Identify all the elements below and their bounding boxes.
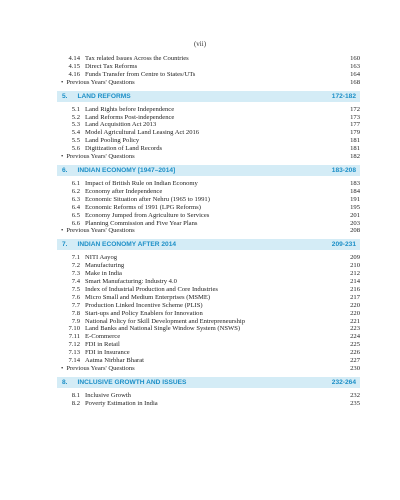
chapter-heading <box>57 377 360 388</box>
entry-title: Land Pooling Policy <box>85 137 140 145</box>
entry-title: Previous Years' Questions <box>66 153 135 161</box>
toc-entry <box>57 106 360 114</box>
entry-page: 179 <box>350 129 360 137</box>
entry-title: Tax related Issues Across the Countries <box>85 55 189 62</box>
entry-title: FDI in Retail <box>85 341 120 349</box>
entry-title: Micro Small and Medium Enterprises (MSME) <box>85 293 211 301</box>
entry-number: 7.12 <box>68 341 80 349</box>
entry-title: Model Agricultural Land Leasing Act 2016 <box>85 129 200 137</box>
toc-entry <box>57 63 360 71</box>
entry-title: Economy Jumped from Agriculture to Services <box>85 211 210 219</box>
entry-title: Land Acquisition Act 2013 <box>85 121 157 129</box>
toc-entry <box>57 188 360 196</box>
entry-page: 220 <box>350 309 360 317</box>
entry-page: 220 <box>350 301 360 309</box>
entry-page: 203 <box>350 219 360 227</box>
entry-number: • <box>61 365 64 372</box>
entry-title: Smart Manufacturing: Industry 4.0 <box>85 278 177 286</box>
entry-page: 181 <box>350 137 360 145</box>
toc-entry <box>57 196 360 204</box>
entry-number: 7.6 <box>71 293 80 301</box>
entry-page: 217 <box>350 293 360 301</box>
entry-number: 6.5 <box>71 211 80 219</box>
entry-number: 6.4 <box>71 203 80 211</box>
toc-entry <box>57 400 360 408</box>
entry-title: Direct Tax Reforms <box>85 62 138 70</box>
entry-title: NITI Aayog <box>85 254 118 262</box>
toc-entry <box>57 357 360 365</box>
toc-entry <box>57 262 360 270</box>
entry-page: 223 <box>350 325 360 333</box>
entry-page: 224 <box>350 333 360 341</box>
entry-number: 7.5 <box>71 285 80 293</box>
entry-number: 5.3 <box>71 121 80 129</box>
entry-page: 226 <box>350 349 360 357</box>
entry-page: 184 <box>350 187 360 195</box>
entry-page: 191 <box>350 195 360 203</box>
entry-number: 5.4 <box>71 129 80 137</box>
entry-number: 7.13 <box>68 349 80 357</box>
entry-page: 160 <box>350 55 360 62</box>
toc-entry <box>57 121 360 129</box>
entry-number: 7.1 <box>71 254 80 262</box>
entry-number: 7.4 <box>71 278 80 286</box>
chapter-page-range: 232-264 <box>331 378 356 386</box>
toc-entry <box>57 220 360 228</box>
entry-number: 7.9 <box>71 317 80 325</box>
entry-number: 6.2 <box>71 187 80 195</box>
toc-entry <box>57 114 360 122</box>
entry-number: 8.2 <box>71 399 80 407</box>
entry-page: 210 <box>350 262 360 270</box>
toc-entry <box>57 254 360 262</box>
toc-entry <box>57 278 360 286</box>
toc-entry <box>57 129 360 137</box>
toc-entry <box>57 325 360 333</box>
toc-entry <box>57 227 360 235</box>
toc-entry <box>57 310 360 318</box>
chapter-title: LAND REFORMS <box>77 92 131 100</box>
entry-page: 227 <box>350 357 360 365</box>
toc-entry <box>57 392 360 400</box>
entry-number: 7.11 <box>68 333 80 341</box>
entry-page: 177 <box>350 121 360 129</box>
entry-page: 168 <box>350 78 360 86</box>
page-number: (vii) <box>193 40 207 48</box>
chapter-number: 5. <box>62 92 68 100</box>
toc-entry <box>57 333 360 341</box>
entry-number: 5.5 <box>71 137 80 145</box>
toc-entry <box>57 270 360 278</box>
entry-page: 163 <box>350 62 360 70</box>
entry-title: National Policy for Skill Development and Entrepreneurship <box>85 317 246 325</box>
chapter-number: 7. <box>62 241 68 249</box>
toc-entry <box>57 212 360 220</box>
chapter-heading <box>57 165 360 176</box>
toc-entry <box>57 204 360 212</box>
entry-number: 8.1 <box>71 391 80 399</box>
entry-title: Aatma Nirbhar Bharat <box>85 357 144 365</box>
entry-page: 235 <box>350 399 360 407</box>
entry-title: Land Reforms Post-independence <box>85 113 175 121</box>
entry-number: 7.8 <box>71 309 80 317</box>
entry-page: 221 <box>350 317 360 325</box>
entry-page: 230 <box>350 365 360 372</box>
entry-page: 232 <box>350 391 360 399</box>
toc-entry <box>57 71 360 79</box>
entry-page: 212 <box>350 270 360 278</box>
entry-title: Economic Reforms of 1991 (LPG Reforms) <box>85 203 201 211</box>
chapter-title: INDIAN ECONOMY [1947–2014] <box>77 166 176 174</box>
entry-number: 6.1 <box>71 179 80 187</box>
chapter-number: 6. <box>62 166 68 174</box>
toc-entry <box>57 294 360 302</box>
entry-number: 4.14 <box>68 55 80 62</box>
entry-title: E-Commerce <box>85 333 121 341</box>
entry-page: 225 <box>350 341 360 349</box>
chapter-page-range: 183-208 <box>331 166 356 174</box>
entry-page: 195 <box>350 203 360 211</box>
entry-number: 5.2 <box>71 113 80 121</box>
entry-title: Index of Industrial Production and Core Industries <box>85 285 218 293</box>
entry-page: 182 <box>350 153 360 161</box>
entry-number: • <box>61 227 64 235</box>
entry-title: Impact of British Rule on Indian Economy <box>85 179 198 187</box>
toc-entry <box>57 137 360 145</box>
toc-entry <box>57 55 360 63</box>
entry-number: 7.3 <box>71 270 80 278</box>
entry-page: 183 <box>350 179 360 187</box>
chapter-page-range: 209-231 <box>331 241 356 249</box>
chapter-heading <box>57 91 360 102</box>
entry-title: Land Rights before Independence <box>85 105 175 113</box>
entry-title: Previous Years' Questions <box>66 78 135 86</box>
entry-number: 6.6 <box>71 219 80 227</box>
entry-number: 4.15 <box>68 62 80 70</box>
entry-title: Production Linked Incentive Scheme (PLIS) <box>85 301 203 309</box>
toc-entry <box>57 341 360 349</box>
entry-title: Economic Situation after Nehru (1965 to 1991) <box>85 195 210 203</box>
entry-page: 208 <box>350 227 360 235</box>
entry-number: 7.10 <box>68 325 80 333</box>
toc-entry <box>57 349 360 357</box>
entry-title: Planning Commission and Five Year Plans <box>85 219 198 227</box>
entry-title: Manufacturing <box>85 262 125 270</box>
chapter-heading <box>57 239 360 250</box>
entry-number: 5.1 <box>71 105 80 113</box>
entry-number: 6.3 <box>71 195 80 203</box>
entry-number: • <box>61 153 64 161</box>
toc-entry <box>57 318 360 326</box>
entry-page: 172 <box>350 105 360 113</box>
toc-entry <box>57 153 360 161</box>
entry-title: Funds Transfer from Centre to States/UTs <box>85 70 196 78</box>
entry-title: Land Banks and National Single Window System (NSWS) <box>85 325 241 333</box>
toc-entry <box>57 286 360 294</box>
chapter-number: 8. <box>62 378 68 386</box>
entry-title: Start-ups and Policy Enablers for Innovation <box>85 309 203 317</box>
entry-page: 216 <box>350 285 360 293</box>
entry-page: 201 <box>350 211 360 219</box>
entry-number: 7.7 <box>71 301 80 309</box>
entry-title: Make in India <box>85 270 122 278</box>
entry-title: FDI in Insurance <box>85 349 130 357</box>
entry-number: 7.14 <box>68 357 80 365</box>
toc-entry <box>57 79 360 87</box>
entry-page: 214 <box>350 278 360 286</box>
chapter-title: INCLUSIVE GROWTH AND ISSUES <box>77 378 187 386</box>
entry-title: Digitization of Land Records <box>85 145 163 153</box>
entry-title: Economy after Independence <box>85 187 163 195</box>
entry-number: 4.16 <box>68 70 80 78</box>
entry-number: 5.6 <box>71 145 80 153</box>
toc-entry <box>57 302 360 310</box>
table-of-contents <box>57 55 360 408</box>
entry-title: Inclusive Growth <box>85 391 131 399</box>
entry-number: • <box>61 78 64 86</box>
entry-title: Previous Years' Questions <box>66 365 135 372</box>
chapter-title: INDIAN ECONOMY AFTER 2014 <box>77 241 177 249</box>
entry-title: Poverty Estimation in India <box>85 399 158 407</box>
entry-page: 173 <box>350 113 360 121</box>
entry-page: 181 <box>350 145 360 153</box>
toc-entry <box>57 145 360 153</box>
entry-page: 209 <box>350 254 360 262</box>
toc-entry <box>57 365 360 373</box>
entry-title: Previous Years' Questions <box>66 227 135 235</box>
toc-entry <box>57 180 360 188</box>
chapter-page-range: 172-182 <box>331 92 356 100</box>
entry-page: 164 <box>350 70 360 78</box>
entry-number: 7.2 <box>71 262 80 270</box>
